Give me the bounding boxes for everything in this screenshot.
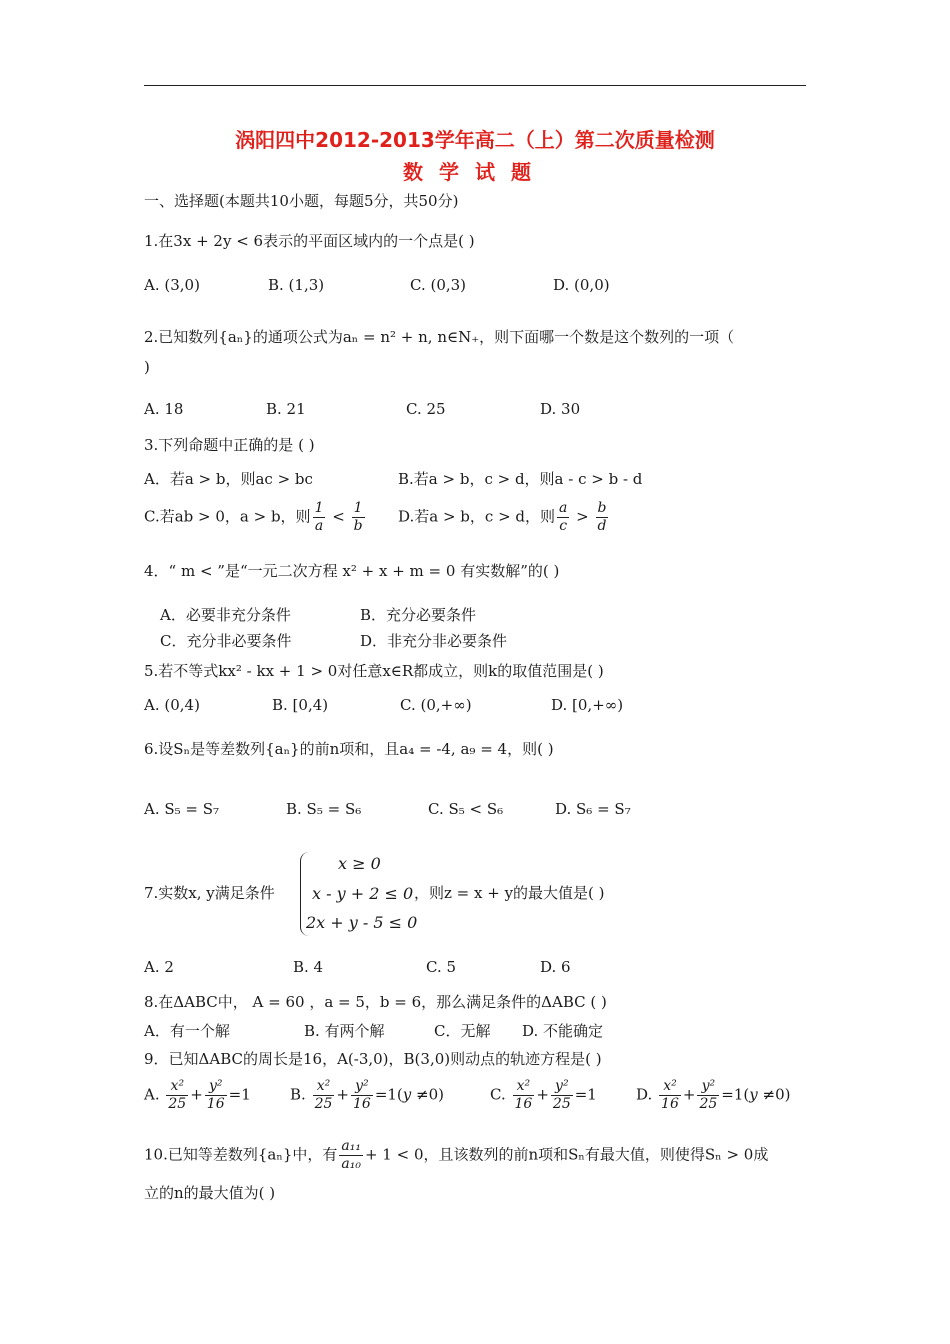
question-2-stem: 2.已知数列{aₙ}的通项公式为aₙ = n² + n, n∈N₊，则下面哪一个数是这个数列的一项（ bbox=[144, 328, 735, 346]
question-3-option-b: B.若a > b，c > d，则a - c > b - d bbox=[398, 470, 643, 488]
question-4-option-a: A．必要非充分条件 bbox=[160, 606, 291, 624]
question-1-option-b: B. (1,3) bbox=[268, 276, 325, 294]
question-3-stem: 3.下列命题中正确的是 ( ) bbox=[144, 436, 315, 454]
fraction-1-over-a: $\frac{1}{a}$ bbox=[314, 500, 324, 534]
fraction-y2-16: $\frac{\text{y²}}{16}$ bbox=[206, 1078, 225, 1112]
question-10-stem-c: 立的n的最大值为( ) bbox=[144, 1184, 276, 1202]
question-1-stem: 1.在3x + 2y < 6表示的平面区域内的一个点是( ) bbox=[144, 232, 475, 250]
question-4-stem: 4．“ m < ”是“一元二次方程 x² + x + m = 0 有实数解”的( ) bbox=[144, 562, 560, 580]
question-3-option-a: A．若a > b，则ac > bc bbox=[144, 470, 313, 488]
question-7-stem: 7.实数x, y满足条件 bbox=[144, 884, 275, 902]
question-8-stem: 8.在ΔABC中， A = 60 ，a = 5，b = 6，那么满足条件的ΔABC ( ) bbox=[144, 993, 607, 1011]
question-3-option-d-text: D.若a > b，c > d，则 bbox=[398, 507, 556, 526]
question-9-option-b: B. $\frac{\text{x²}}{25}$ + $\frac{\text{y²}}{16}$ =1(y ≠0) bbox=[290, 1078, 444, 1112]
option-c-label: C. bbox=[490, 1085, 506, 1104]
fraction-y2-25: $\frac{\text{y²}}{25}$ bbox=[552, 1078, 571, 1112]
fraction-y2-25: $\frac{\text{y²}}{25}$ bbox=[699, 1078, 718, 1112]
question-4-option-b: B．充分必要条件 bbox=[360, 606, 477, 624]
question-6-option-d: D. S₆ = S₇ bbox=[555, 800, 631, 818]
question-10-stem-a: 10.已知等差数列{aₙ}中，有 bbox=[144, 1145, 338, 1164]
question-9-option-d: D. $\frac{\text{x²}}{16}$ + $\frac{\text{y²}}{25}$ =1(y ≠0) bbox=[636, 1078, 791, 1112]
question-1-option-a: A. (3,0) bbox=[144, 276, 200, 294]
page-subtitle: 数学试题 bbox=[403, 160, 547, 184]
question-10-stem-b: + 1 < 0，且该数列的前n项和Sₙ有最大值，则使得Sₙ > 0成 bbox=[364, 1145, 769, 1164]
question-3-option-c: C.若ab > 0，a > b，则 $\frac{1}{a}$ < $\frac{1}{b}$ bbox=[144, 500, 363, 534]
fraction-1-over-b: $\frac{1}{b}$ bbox=[353, 500, 363, 534]
question-4-option-c: C．充分非必要条件 bbox=[160, 632, 292, 650]
question-9-stem: 9．已知ΔABC的周长是16，A(-3,0)，B(3,0)则动点的轨迹方程是( ) bbox=[144, 1050, 602, 1068]
question-9-option-a: A. $\frac{\text{x²}}{25}$ + $\frac{\text{y²}}{16}$ =1 bbox=[144, 1078, 251, 1112]
constraint-3: 2x + y - 5 ≤ 0 bbox=[306, 913, 418, 932]
fraction-a11-a10: $\frac{\text{a₁₁}}{\text{a₁₀}}$ bbox=[341, 1138, 361, 1172]
fraction-y2-16: $\frac{\text{y²}}{16}$ bbox=[352, 1078, 371, 1112]
question-5-option-b: B. [0,4) bbox=[272, 696, 329, 714]
question-3-option-d: D.若a > b，c > d，则 $\frac{a}{c}$ > $\frac{b}{d}$ bbox=[398, 500, 607, 534]
question-10-stem bbox=[144, 1138, 768, 1173]
option-a-label: A. bbox=[144, 1085, 160, 1104]
fraction-x2-16: $\frac{\text{x²}}{16}$ bbox=[514, 1078, 533, 1112]
question-2-option-c: C. 25 bbox=[406, 400, 446, 418]
question-8-option-a: A．有一个解 bbox=[144, 1022, 230, 1040]
question-6-stem: 6.设Sₙ是等差数列{aₙ}的前n项和，且a₄ = -4, a₉ = 4，则( ) bbox=[144, 740, 554, 758]
question-2-option-d: D. 30 bbox=[540, 400, 581, 418]
constraint-2: x - y + 2 ≤ 0 bbox=[312, 884, 414, 903]
section-heading: 一、选择题(本题共10小题，每题5分，共50分) bbox=[144, 192, 459, 210]
fraction-x2-25: $\frac{\text{x²}}{25}$ bbox=[168, 1078, 187, 1112]
question-9-option-c: C. $\frac{\text{x²}}{16}$ + $\frac{\text{y²}}{25}$ =1 bbox=[490, 1078, 597, 1112]
question-4-option-d: D．非充分非必要条件 bbox=[360, 632, 508, 650]
question-2-option-a: A. 18 bbox=[144, 400, 184, 418]
question-8-option-c: C．无解 bbox=[434, 1022, 491, 1040]
question-6-option-c: C. S₅ < S₆ bbox=[428, 800, 504, 818]
question-3-option-c-text: C.若ab > 0，a > b，则 bbox=[144, 507, 311, 526]
fraction-b-over-d: $\frac{b}{d}$ bbox=[597, 500, 607, 534]
question-7-option-d: D. 6 bbox=[540, 958, 571, 976]
question-8-option-b: B. 有两个解 bbox=[304, 1022, 385, 1040]
question-6-option-a: A. S₅ = S₇ bbox=[144, 800, 220, 818]
question-5-option-a: A. (0,4) bbox=[144, 696, 200, 714]
question-1-option-d: D. (0,0) bbox=[553, 276, 610, 294]
question-5-option-c: C. (0,+∞) bbox=[400, 696, 472, 714]
question-6-option-b: B. S₅ = S₆ bbox=[286, 800, 362, 818]
constraint-1: x ≥ 0 bbox=[338, 854, 381, 873]
option-b-label: B. bbox=[290, 1085, 306, 1104]
question-1-option-c: C. (0,3) bbox=[410, 276, 467, 294]
option-d-label: D. bbox=[636, 1085, 653, 1104]
question-2-option-b: B. 21 bbox=[266, 400, 306, 418]
question-5-stem: 5.若不等式kx² - kx + 1 > 0对任意x∈R都成立，则k的取值范围是( ) bbox=[144, 662, 604, 680]
question-7-option-c: C. 5 bbox=[426, 958, 457, 976]
question-7-stem-end: ，则z = x + y的最大值是( ) bbox=[414, 884, 605, 902]
fraction-x2-16: $\frac{\text{x²}}{16}$ bbox=[661, 1078, 679, 1112]
question-7-option-b: B. 4 bbox=[293, 958, 324, 976]
question-2-stem-end: ) bbox=[144, 358, 150, 376]
page-title: 涡阳四中2012-2013学年高二（上）第二次质量检测 bbox=[235, 128, 715, 152]
fraction-x2-25: $\frac{\text{x²}}{25}$ bbox=[314, 1078, 333, 1112]
fraction-a-over-c: $\frac{a}{c}$ bbox=[559, 500, 568, 534]
question-8-option-d: D. 不能确定 bbox=[522, 1022, 604, 1040]
header-rule bbox=[144, 85, 806, 86]
question-5-option-d: D. [0,+∞) bbox=[551, 696, 624, 714]
question-7-option-a: A. 2 bbox=[144, 958, 174, 976]
